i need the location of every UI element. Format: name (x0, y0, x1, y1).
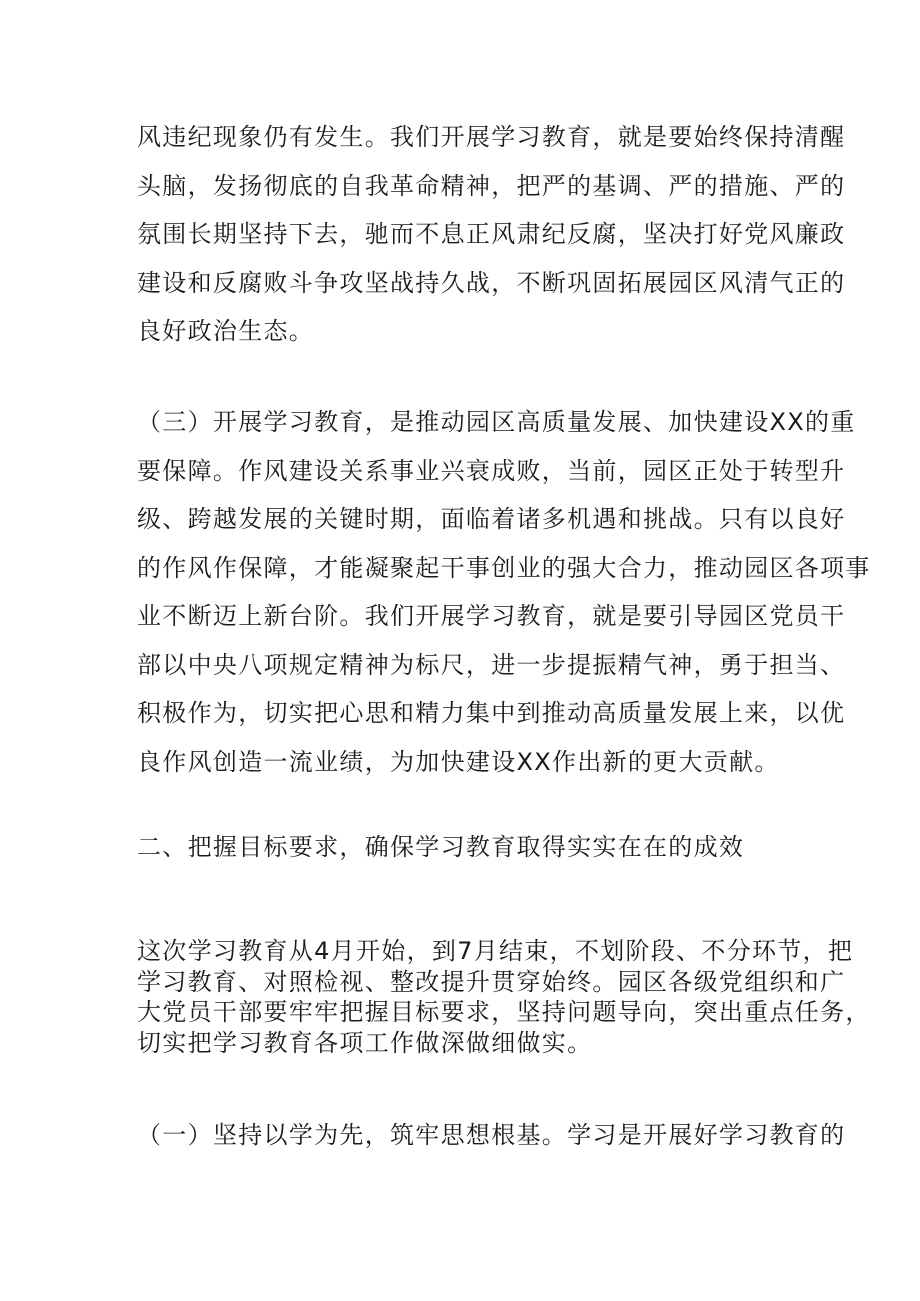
heading-text: 二、把握目标要求，确保学习教育取得实实在在的成效 (137, 833, 745, 861)
text-line: 头脑，发扬彻底的自我革命精神，把严的基调、严的措施、严的 (137, 171, 846, 200)
text-line: （一）坚持以学为先，筑牢思想根基。学习是开展好学习教育的 (137, 1121, 846, 1149)
text-line: 学习教育、对照检视、整改提升贯穿始终。园区各级党组织和广 (137, 967, 846, 996)
text-line: 这次学习教育从4月开始，到7月结束，不划阶段、不分环节，把 (137, 937, 854, 965)
text-line: 部以中央八项规定精神为标尺，进一步提振精气神，勇于担当、 (137, 650, 846, 679)
text-line: （三）开展学习教育，是推动园区高质量发展、加快建设XX的重 (137, 408, 856, 436)
text-line: 氛围长期坚持下去，驰而不息正风肃纪反腐，坚决打好党风廉政 (137, 220, 846, 248)
text-line: 级、跨越发展的关键时期，面临着诸多机遇和挑战。只有以良好 (137, 505, 846, 533)
section-heading-two (137, 832, 744, 862)
text-line: 切实把学习教育各项工作做深做细做实。 (137, 1028, 593, 1057)
text-line: 积极作为，切实把心思和精力集中到推动高质量发展上来，以优 (137, 699, 846, 727)
text-line: 风违纪现象仍有发生。我们开展学习教育，就是要始终保持清醒 (137, 123, 846, 151)
paragraph-section-three (137, 398, 871, 786)
paragraph-schedule (137, 936, 871, 1058)
text-line: 建设和反腐败斗争攻坚战持久战，不断巩固拓展园区风清气正的 (137, 268, 846, 297)
text-line: 良好政治生态。 (137, 317, 315, 345)
text-line: 良作风创造一流业绩，为加快建设XX作出新的更大贡献。 (137, 747, 780, 776)
text-line: 要保障。作风建设关系事业兴衰成败，当前，园区正处于转型升 (137, 456, 846, 485)
text-line: 的作风作保障，才能凝聚起干事创业的强大合力，推动园区各项事 (137, 553, 871, 582)
text-line: 大党员干部要牢牢把握目标要求，坚持问题导向，突出重点任务， (137, 998, 871, 1026)
paragraph-discipline-ecology (137, 113, 845, 356)
text-line: 业不断迈上新台阶。我们开展学习教育，就是要引导园区党员干 (137, 602, 846, 630)
paragraph-subsection-one (137, 1120, 845, 1150)
